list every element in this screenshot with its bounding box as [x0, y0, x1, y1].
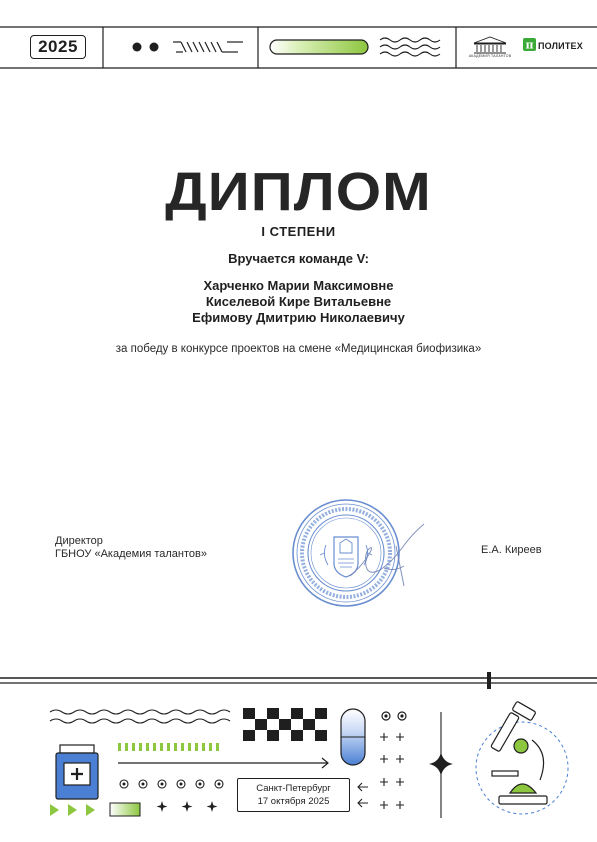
green-dash-row: [118, 743, 219, 751]
recipients-list: [0, 278, 597, 326]
gradient-bar: [110, 803, 140, 816]
recipient-name: Харченко Марии Максимовне: [203, 278, 394, 293]
microscope-icon: [476, 701, 568, 814]
signer-name: Е.А. Киреев: [481, 544, 542, 556]
arrow-icon: [118, 758, 328, 768]
academy-logo: [474, 37, 506, 53]
city-name: Санкт-Петербург: [256, 783, 331, 794]
star-icon: [157, 801, 218, 812]
year-badge: 2025: [30, 35, 86, 59]
politeh-logo-text: ПОЛИТЕХ: [538, 41, 583, 51]
left-arrow-icon: [358, 783, 368, 807]
politeh-logo: [523, 38, 536, 52]
footer-decoration: [0, 672, 597, 842]
header-decoration: [0, 0, 597, 72]
checker-pattern: [243, 708, 327, 741]
plus-grid: [380, 733, 404, 809]
diploma-title: ДИПЛОМ: [165, 162, 432, 222]
ring-dots: [382, 712, 406, 720]
pill-icon: [341, 709, 365, 765]
wave-icon: [380, 38, 440, 56]
issue-date: 17 октября 2025: [257, 796, 330, 807]
award-reason: за победу в конкурсе проектов на смене «Медицинская биофизика»: [115, 343, 482, 355]
dots-icon: [133, 43, 159, 52]
organization-line: ГБНОУ «Академия талантов»: [55, 548, 207, 560]
city-date-box: [237, 778, 350, 812]
capsule-icon: [270, 40, 368, 54]
position-line: Директор: [55, 535, 103, 547]
academy-logo-caption: АКАДЕМИЯ ТАЛАНТОВ: [468, 54, 512, 58]
stripes-icon: [173, 42, 243, 52]
ring-dots-row: [120, 780, 223, 788]
recipient-name: Киселевой Кире Витальевне: [205, 294, 392, 309]
handwritten-signature: [340, 516, 435, 591]
recipient-name: Ефимову Дмитрию Николаевичу: [192, 310, 405, 325]
wave-icon: [50, 710, 230, 723]
diploma-degree: I СТЕПЕНИ: [261, 224, 336, 239]
sparkle-icon: [429, 712, 453, 818]
medicine-bottle-icon: [56, 745, 98, 799]
director-title: [55, 535, 207, 561]
awarded-to-line: Вручается команде V:: [228, 251, 369, 266]
triangle-icon: [50, 804, 95, 816]
svg-text:π: π: [525, 38, 534, 52]
